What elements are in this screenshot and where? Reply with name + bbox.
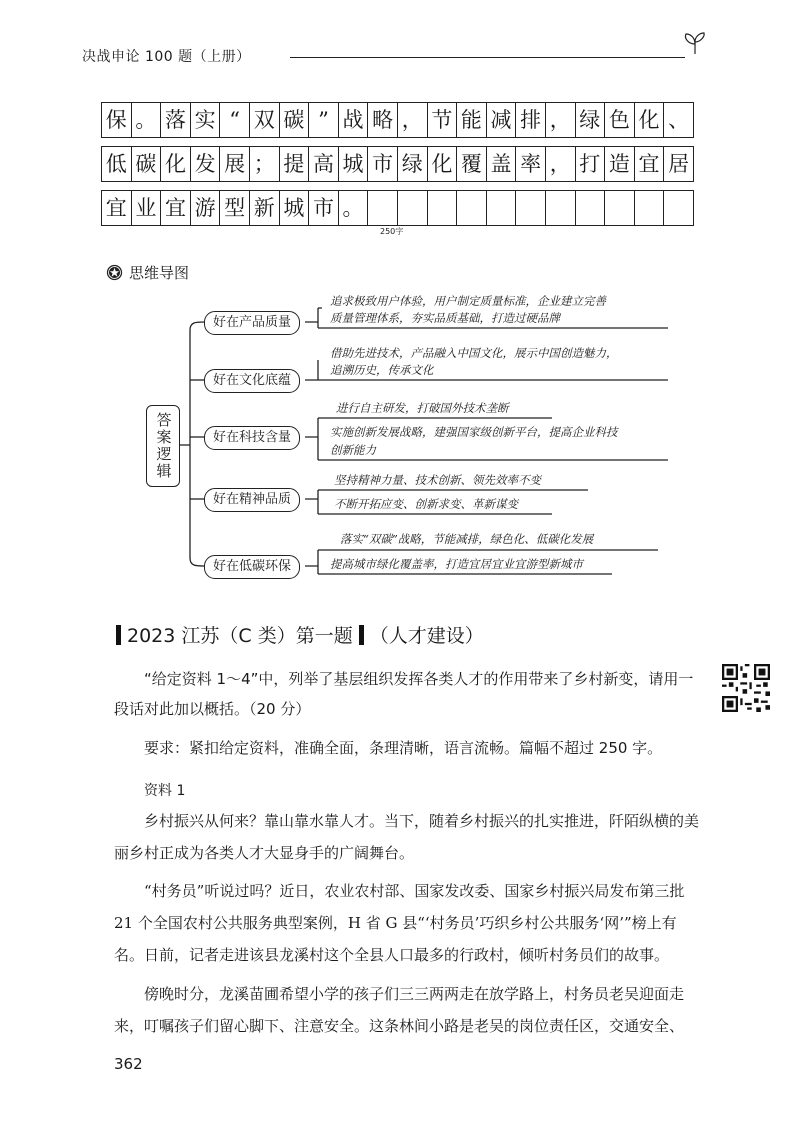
- section-bar-right: [359, 625, 364, 645]
- mindmap-leaf: 追求极致用户体验，用户制定质量标准，企业建立完善: [330, 294, 606, 308]
- grid-cell: 减: [486, 102, 517, 138]
- mindmap-leaf: 不断开拓应变、创新求变、革新谋变: [334, 497, 518, 511]
- grid-cell: ；: [249, 146, 280, 182]
- grid-cell: 、: [663, 102, 694, 138]
- grid-cell: 色: [604, 102, 635, 138]
- section-bar-left: [116, 625, 121, 645]
- grid-cell: ”: [308, 102, 339, 138]
- grid-cell: 宜: [160, 190, 191, 226]
- material-paragraph: 傍晚时分，龙溪苗圃希望小学的孩子们三三两两走在放学路上，村务员老吴迎面走来，叮嘱孩子们留心脚下、注意安全。这条林间小路是老吴的岗位责任区，交通安全、: [114, 985, 685, 1035]
- grid-cell: 低: [101, 146, 132, 182]
- grid-cell: 保: [101, 102, 132, 138]
- grid-cell: 高: [308, 146, 339, 182]
- grid-cell: ，: [545, 102, 576, 138]
- mindmap-leaf: 提高城市绿化覆盖率，打造宜居宜业宜游型新城市: [330, 557, 583, 571]
- grid-cell: 宜: [634, 146, 665, 182]
- grid-cell: 节: [427, 102, 458, 138]
- word-count: 250字: [380, 227, 404, 236]
- grid-cell: 双: [249, 102, 280, 138]
- mindmap-leaf: 追溯历史，传承文化: [330, 363, 434, 377]
- mindmap-branch-tech-content: 好在科技含量: [204, 426, 300, 450]
- grid-cell: 实: [190, 102, 221, 138]
- grid-cell: 造: [604, 146, 635, 182]
- grid-cell: “: [219, 102, 250, 138]
- section-title-main: 2023 江苏（C 类）第一题: [127, 625, 353, 647]
- grid-cell: 覆: [456, 146, 487, 182]
- grid-cell: ，: [397, 102, 428, 138]
- grid-cell: 能: [456, 102, 487, 138]
- grid-cell: 城: [279, 190, 310, 226]
- grid-cell: 略: [367, 102, 398, 138]
- mindmap-leaf: 实施创新发展战略，建强国家级创新平台，提高企业科技: [330, 425, 618, 439]
- material-paragraph: “村务员”听说过吗？近日，农业农村部、国家发改委、国家乡村振兴局发布第三批 21 个全国农村公共服务典型案例，H 省 G 县“‘村务员’巧织乡村公共服务‘网’”榜上有名。日前，记者走进该县龙溪村这个全县人口最多的行政村，倾听村务员们的故事。: [114, 882, 685, 964]
- material-label: 资料 1: [144, 783, 186, 799]
- grid-cell: 绿: [575, 102, 606, 138]
- question-requirement: 要求：紧扣给定资料，准确全面，条理清晰，语言流畅。篇幅不超过 250 字。: [144, 739, 663, 757]
- grid-cell: 发: [190, 146, 221, 182]
- grid-cell: 市: [367, 146, 398, 182]
- grid-cell: 化: [634, 102, 665, 138]
- grid-cell: 游: [190, 190, 221, 226]
- grid-cell: 型: [219, 190, 250, 226]
- grid-cell: 碳: [131, 146, 162, 182]
- grid-cell: 打: [575, 146, 606, 182]
- grid-cell: 战: [338, 102, 369, 138]
- section-title-sub: （人才建设）: [369, 625, 484, 647]
- mindmap-root: 答案逻辑: [146, 405, 180, 487]
- section-title: [116, 621, 484, 648]
- mindmap-leaf: 坚持精神力量、技术创新、领先效率不变: [334, 473, 541, 487]
- grid-cell: 碳: [279, 102, 310, 138]
- qr-code-icon: [722, 664, 770, 712]
- mindmap-branch-spirit-quality: 好在精神品质: [204, 488, 300, 512]
- grid-cell: 率: [515, 146, 546, 182]
- grid-cell: 绿: [397, 146, 428, 182]
- mindmap-branch-product-quality: 好在产品质量: [204, 311, 300, 335]
- grid-cell: 宜: [101, 190, 132, 226]
- grid-cell: 业: [131, 190, 162, 226]
- mindmap-leaf: 借助先进技术，产品融入中国文化，展示中国创造魅力，: [330, 346, 618, 360]
- mindmap-branch-cultural-heritage: 好在文化底蕴: [204, 369, 300, 393]
- mindmap-leaf: 落实“双碳”战略，节能减排，绿色化、低碳化发展: [340, 532, 594, 546]
- book-title: 决战申论 100 题（上册）: [82, 49, 251, 65]
- grid-cell: 化: [427, 146, 458, 182]
- grid-cell: 化: [160, 146, 191, 182]
- grid-cell: 盖: [486, 146, 517, 182]
- mindmap-leaf: 质量管理体系，夯实品质基础，打造过硬品牌: [330, 311, 560, 325]
- mindmap-heading-text: 思维导图: [129, 264, 190, 282]
- material-paragraph: 乡村振兴从何来？靠山靠水靠人才。当下，随着乡村振兴的扎实推进，阡陌纵横的美丽乡村正成为各类人才大显身手的广阔舞台。: [114, 812, 700, 862]
- page-number: 362: [114, 1055, 143, 1073]
- question-text: “给定资料 1～4”中，列举了基层组织发挥各类人才的作用带来了乡村新变，请用一段话对此加以概括。（20 分）: [114, 670, 694, 718]
- mindmap-branch-low-carbon: 好在低碳环保: [204, 555, 300, 579]
- grid-cell: 排: [515, 102, 546, 138]
- grid-cell: 新: [249, 190, 280, 226]
- grid-cell: 展: [219, 146, 250, 182]
- mindmap-leaf: 进行自主研发，打破国外技术垄断: [336, 401, 509, 415]
- grid-cell: 落: [160, 102, 191, 138]
- grid-cell: 提: [279, 146, 310, 182]
- grid-cell: 城: [338, 146, 369, 182]
- grid-cell: 市: [308, 190, 339, 226]
- grid-cell: 。: [338, 190, 369, 226]
- mindmap-leaf: 创新能力: [330, 443, 376, 457]
- grid-cell: ，: [545, 146, 576, 182]
- grid-cell: 居: [663, 146, 694, 182]
- grid-cell: 。: [131, 102, 162, 138]
